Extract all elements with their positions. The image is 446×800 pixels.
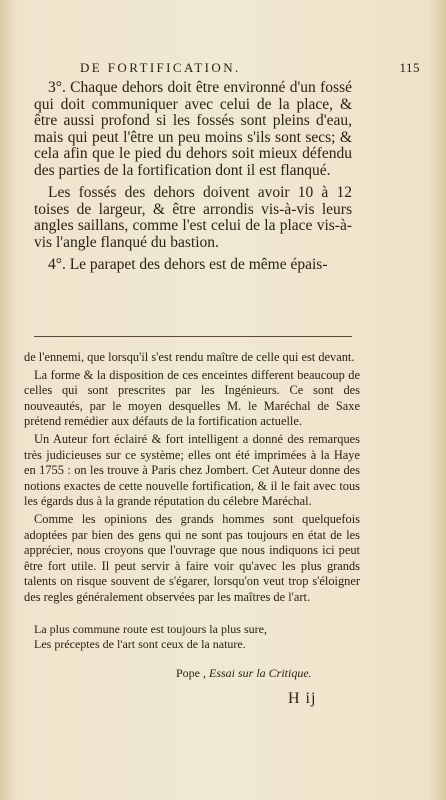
verse-line-1: La plus commune route est toujours la plus sure, [34,622,267,636]
page-number: 115 [399,60,420,75]
attribution-author: Pope [176,666,200,680]
footnote-paragraph-continued: de l'ennemi, que lorsqu'il s'est rendu maître de celle qui est devant. [24,350,355,364]
verse-quotation [34,622,354,660]
page-header [80,60,432,78]
paragraph-fosses: Les fossés des dehors doivent avoir 10 à 12 toises de largeur, & être arrondis vis-à-vis leurs angles saillans, comme l'est celui de la place vis-à-vis l'angle flanqué du bastion. [34,184,352,251]
attribution-separator: , [203,666,206,680]
quotation-attribution [176,666,312,681]
footnote-block [24,350,360,608]
main-text [34,80,352,274]
footnote-paragraph-auteur: Un Auteur fort éclairé & fort intelligent a donné des remarques très judicieuses sur ce système; elles ont été imprimées à la Haye en 1755 : on les trouve à Paris chez Jombert. Cet Auteur donne des notions exactes de cette nouvelle fortification, & il le fait avec tous les égards dus à la grande réputation du célebre Maréchal. [24,431,360,509]
running-title: DE FORTIFICATION. [80,60,241,75]
paragraph-3: 3°. Chaque dehors doit être environné d'un fossé qui doit communiquer avec celui de la place, & être aussi profond si les fossés sont pleins d'eau, mais qui peut l'être un peu moins s'ils sont secs; & cela afin que le pied du dehors soit mieux défendu des parties de la fortification dont il est flanqué. [34,79,352,179]
signature-mark: H ij [288,690,317,707]
paragraph-4: 4°. Le parapet des dehors est de même épais- [48,256,328,273]
footnote-paragraph-forme: La forme & la disposition de ces enceintes different beaucoup de celles qui sont prescrites par les Ingénieurs. Ce sont des nouveautés, par le moyen desquelles M. le Maréchal de Saxe prétend remédier aux défauts de la fortification actuelle. [24,367,360,429]
footnote-paragraph-opinions: Comme les opinions des grands hommes sont quelquefois adoptées par bien des gens qui ne sont pas toujours en état de les apprécier, nous croyons que l'ouvrage que nous indiquons ici peut être fort utile. Il peut servir à faire voir qu'avec les plus grands talents on risque souvent de s'égarer, lorsqu'on veut trop s'éloigner des regles généralement observées par les maîtres de l'art. [24,511,360,604]
footnote-divider [34,336,352,337]
verse-line-2: Les préceptes de l'art sont ceux de la nature. [34,637,246,651]
attribution-work: Essai sur la Critique. [209,666,312,680]
